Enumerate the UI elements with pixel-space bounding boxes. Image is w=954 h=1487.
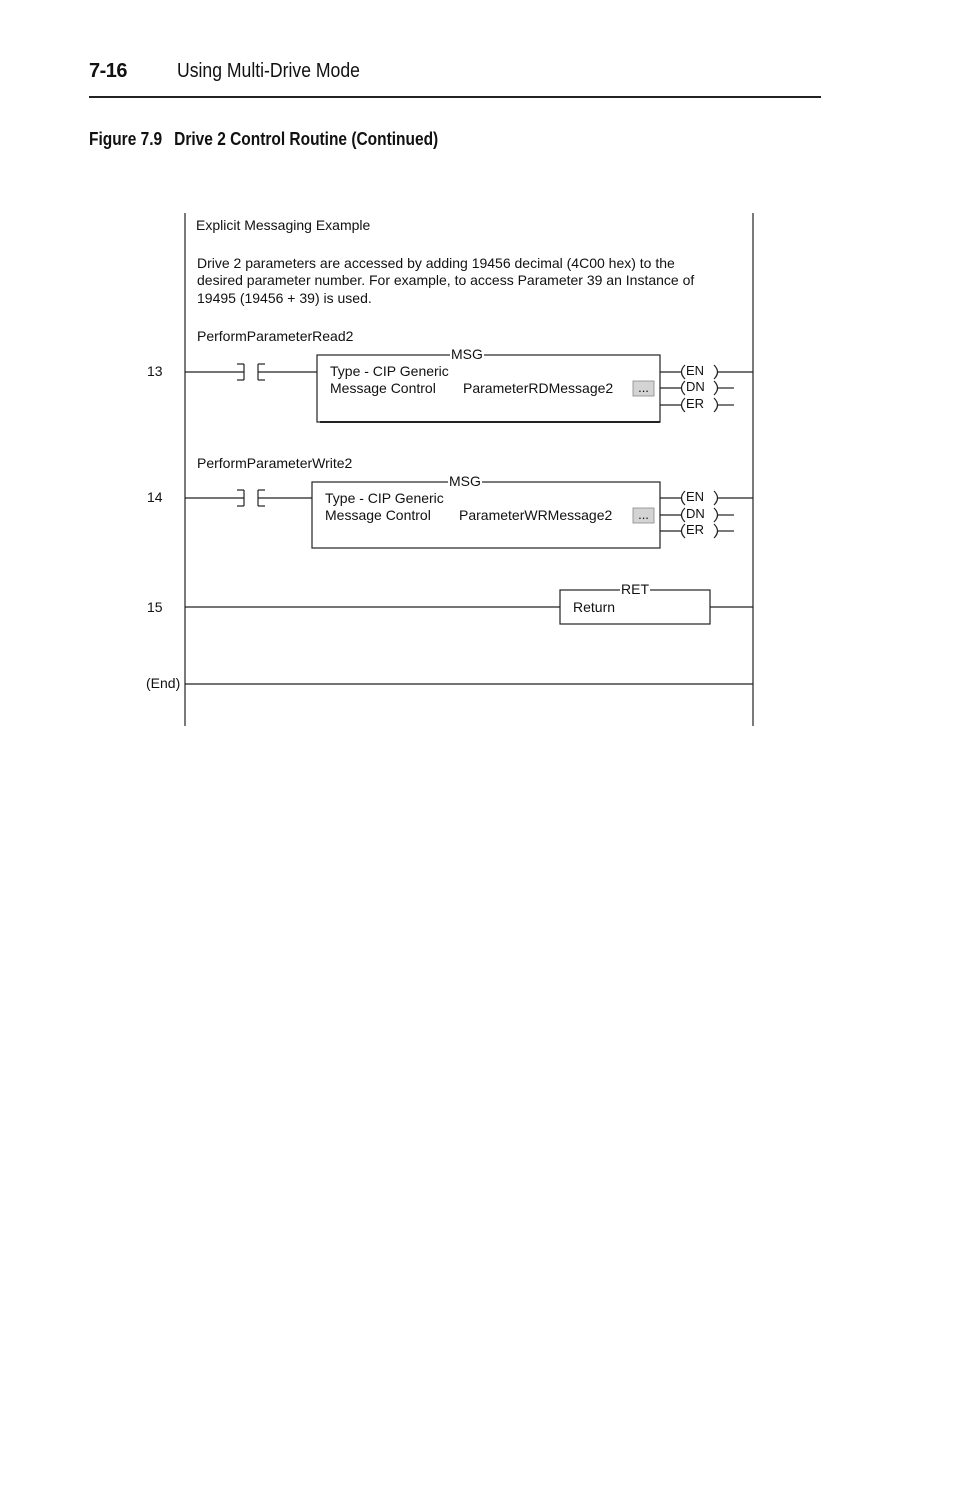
rung-13-number: 13 (147, 363, 163, 379)
rung-13-output-en: EN (686, 363, 705, 378)
rung-14-instruction: MSG (449, 473, 481, 489)
figure-title: Drive 2 Control Routine (Continued) (174, 129, 439, 149)
rung-13-contact-tag: PerformParameterRead2 (197, 328, 354, 344)
rung-14-output-er: ER (686, 522, 705, 537)
rung-14-contact-tag: PerformParameterWrite2 (197, 455, 353, 471)
rung-14-number: 14 (147, 489, 163, 505)
rung-13-control-label: Message Control (330, 380, 436, 396)
rung-15-wiring (185, 590, 753, 624)
rung-14-output-dn: DN (686, 506, 705, 521)
comment-title: Explicit Messaging Example (196, 217, 371, 233)
rung-14-type: Type - CIP Generic (325, 490, 444, 506)
rung-14-output-en: EN (686, 489, 705, 504)
rung-13-control-tag: ParameterRDMessage2 (463, 380, 614, 396)
rung-15-number: 15 (147, 599, 163, 615)
figure-label: Figure 7.9 (89, 129, 163, 149)
comment-line-3: 19495 (19456 + 39) is used. (197, 290, 372, 306)
rung-14-control-label: Message Control (325, 507, 431, 523)
rung-13-output-dn: DN (686, 379, 705, 394)
rung-14-ellipsis-label[interactable]: ... (638, 507, 649, 522)
rung-15-instruction: RET (621, 581, 649, 597)
rung-13-instruction: MSG (451, 346, 483, 362)
page-number: 7-16 (89, 60, 128, 82)
rung-13-output-er: ER (686, 396, 705, 411)
rung-14-control-tag: ParameterWRMessage2 (459, 507, 613, 523)
rung-13-type: Type - CIP Generic (330, 363, 449, 379)
comment-line-1: Drive 2 parameters are accessed by adding 19456 decimal (4C00 hex) to the (197, 255, 675, 271)
rung-13-ellipsis-label[interactable]: ... (638, 380, 649, 395)
rung-15-body: Return (573, 599, 616, 615)
comment-line-2: desired parameter number. For example, to access Parameter 39 an Instance of (197, 272, 695, 288)
end-label: (End) (146, 675, 181, 691)
chapter-title: Using Multi-Drive Mode (177, 60, 360, 82)
